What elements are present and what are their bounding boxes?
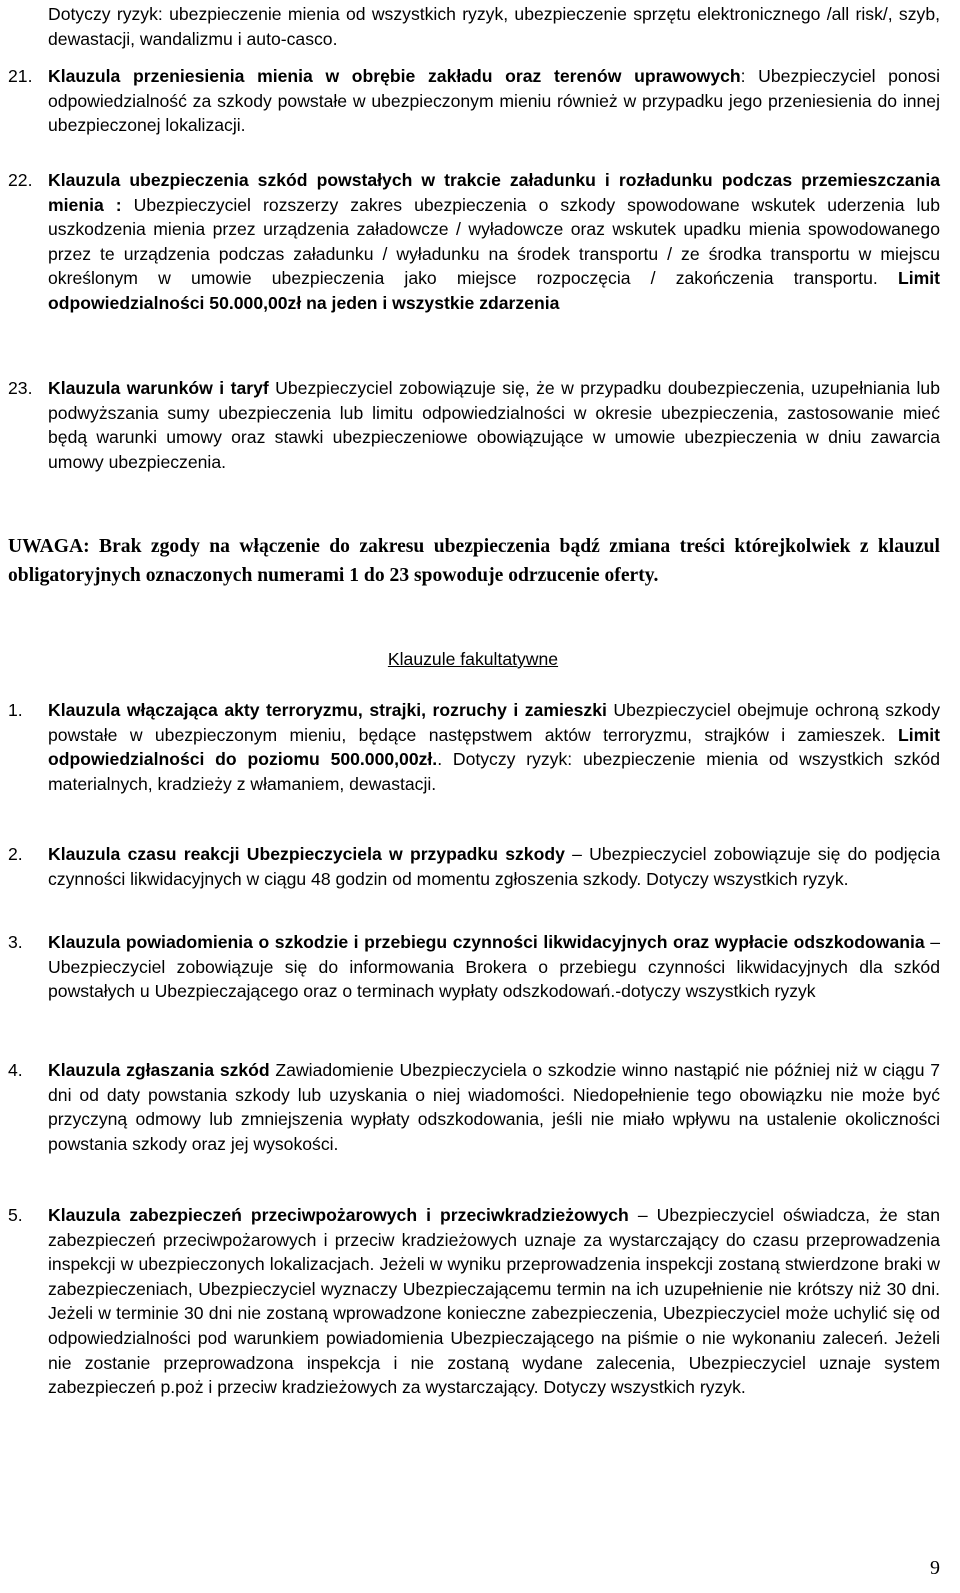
optional-5-number: 5. <box>8 1205 23 1225</box>
optional-1-limit: Limit odpowiedzialności do poziomu 500.000,00zł. <box>48 724 940 770</box>
optional-clause-4 <box>48 1058 940 1156</box>
optional-1-number: 1. <box>8 700 23 720</box>
clause-21-text: : Ubezpieczyciel ponosi odpowiedzialność za szkody powstałe w ubezpieczonym mieniu również w przypadku jego przeniesienia do innej ubezpieczonej lokalizacji. <box>48 66 940 136</box>
optional-4-title: Klauzula zgłaszania szkód <box>48 1060 270 1080</box>
optional-2-title: Klauzula czasu reakcji Ubezpieczyciela w przypadku szkody <box>48 844 565 864</box>
optional-3-title: Klauzula powiadomienia o szkodzie i przebiegu czynności likwidacyjnych oraz wypłacie odszkodowania <box>48 932 925 952</box>
rejection-warning: UWAGA: Brak zgody na włączenie do zakresu ubezpieczenia bądź zmiana treści którejkolwiek z klauzul obligatoryjnych oznaczonych numerami 1 do 23 spowoduje odrzucenie oferty. <box>8 536 940 586</box>
clause-22-limit: Limit odpowiedzialności 50.000,00zł na jeden i wszystkie zdarzenia <box>48 268 940 313</box>
optional-1-text: Ubezpieczyciel obejmuje ochroną szkody powstałe w ubezpieczonym mieniu, będące następstwem aktów terroryzmu, strajków i zamieszek. <box>48 700 940 745</box>
clause-21-number: 21. <box>8 66 33 86</box>
clause-23-text: Ubezpieczyciel zobowiązuje się, że w przypadku doubezpieczenia, uzupełniania lub podwyższania sumy ubezpieczenia lub limitu odpowiedzialności w okresie ubezpieczenia, zastosowanie mieć będą warunki umowy oraz stawki ubezpieczeniowe obowiązujące w umowie ubezpieczenia w dniu zawarcia umowy ubezpieczenia. <box>48 378 940 472</box>
optional-2-text: – Ubezpieczyciel zobowiązuje się do podjęcia czynności likwidacyjnych w ciągu 48 godzin od momentu zgłoszenia szkody. Dotyczy wszystkich ryzyk. <box>48 844 940 889</box>
optional-clause-5 <box>48 1203 940 1400</box>
clause-23-title: Klauzula warunków i taryf <box>48 378 269 398</box>
optional-1-title: Klauzula włączająca akty terroryzmu, strajki, rozruchy i zamieszki <box>48 700 607 720</box>
clause-22-number: 22. <box>8 170 33 190</box>
clause-22-title: Klauzula ubezpieczenia szkód powstałych w trakcie załadunku i rozładunku podczas przemieszczania mienia : <box>48 170 940 215</box>
optional-clause-3 <box>48 930 940 1004</box>
optional-clause-2 <box>48 842 940 891</box>
top-continuation-text: Dotyczy ryzyk: ubezpieczenie mienia od wszystkich ryzyk, ubezpieczenie sprzętu elektronicznego /all risk/, szyb, dewastacji, wandalizmu i auto-casco. <box>48 4 940 49</box>
optional-clause-1 <box>48 698 940 796</box>
clause-22 <box>48 168 940 316</box>
page-number: 9 <box>930 1557 940 1579</box>
clause-22-text: Ubezpieczyciel rozszerzy zakres ubezpieczenia o szkody spowodowane wskutek uderzenia lub uszkodzenia mienia przez urządzenia załadowcze / wyładowcze oraz wskutek upadku mienia spowodowanego przez te urządzenia podczas załadunku / wyładunku na środek transportu / ze środka transportu w miejscu określonym w umowie ubezpieczenia jako miejsce rozpoczęcia / zakończenia transportu. <box>48 194 940 289</box>
optional-4-number: 4. <box>8 1060 23 1080</box>
optional-clauses-heading: Klauzule fakultatywne <box>387 649 559 669</box>
optional-4-text: Zawiadomienie Ubezpieczyciela o szkodzie winno nastąpić nie później niż w ciągu 7 dni od daty powstania szkody lub uzyskania o niej wiadomości. Niedopełnienie tego obowiązku nie może być przyczyną odmowy lub zmniejszenia wypłaty odszkodowania, jeśli nie miało wpływu na ustalenie okoliczności powstania szkody oraz jej wysokości. <box>48 1060 940 1154</box>
optional-5-title: Klauzula zabezpieczeń przeciwpożarowych i przeciwkradzieżowych <box>48 1205 629 1225</box>
optional-2-number: 2. <box>8 844 23 864</box>
clause-21-title: Klauzula przeniesienia mienia w obrębie zakładu oraz terenów uprawowych <box>48 66 741 86</box>
optional-3-number: 3. <box>8 932 23 952</box>
clause-23 <box>48 376 940 474</box>
optional-1-tail: . Dotyczy ryzyk: ubezpieczenie mienia od wszystkich szkód materialnych, kradzieży z włamaniem, dewastacji. <box>48 749 940 794</box>
optional-3-text: – Ubezpieczyciel zobowiązuje się do informowania Brokera o przebiegu czynności likwidacyjnych dla szkód powstałych u Ubezpieczającego oraz o terminach wypłaty odszkodowań.-dotyczy wszystkich ryzyk <box>48 932 940 1002</box>
clause-23-number: 23. <box>8 378 33 398</box>
clause-21 <box>48 64 940 138</box>
optional-5-text: – Ubezpieczyciel oświadcza, że stan zabezpieczeń przeciwpożarowych i przeciw kradzieżowych uznaje za wystarczający do czasu przeprowadzenia inspekcji w ubezpieczonych lokalizacjach. Jeżeli w wyniku przeprowadzenia inspekcji zostaną stwierdzone braki w zabezpieczeniach, Ubezpieczyciel wyznaczy Ubezpieczającemu termin na ich uzupełnienie nie krótszy niż 30 dni. Jeżeli w terminie 30 dni nie zostaną wprowadzone konieczne zabezpieczenia, Ubezpieczyciel może uchylić się od odpowiedzialności pod warunkiem powiadomienia Ubezpieczającego na piśmie o nie wykonaniu zaleceń. Jeżeli nie zostanie przeprowadzona inspekcja i nie zostaną wydane zalecenia, Ubezpieczyciel uznaje system zabezpieczeń p.poż i przeciw kradzieżowych za wystarczający. Dotyczy wszystkich ryzyk. <box>48 1205 940 1398</box>
